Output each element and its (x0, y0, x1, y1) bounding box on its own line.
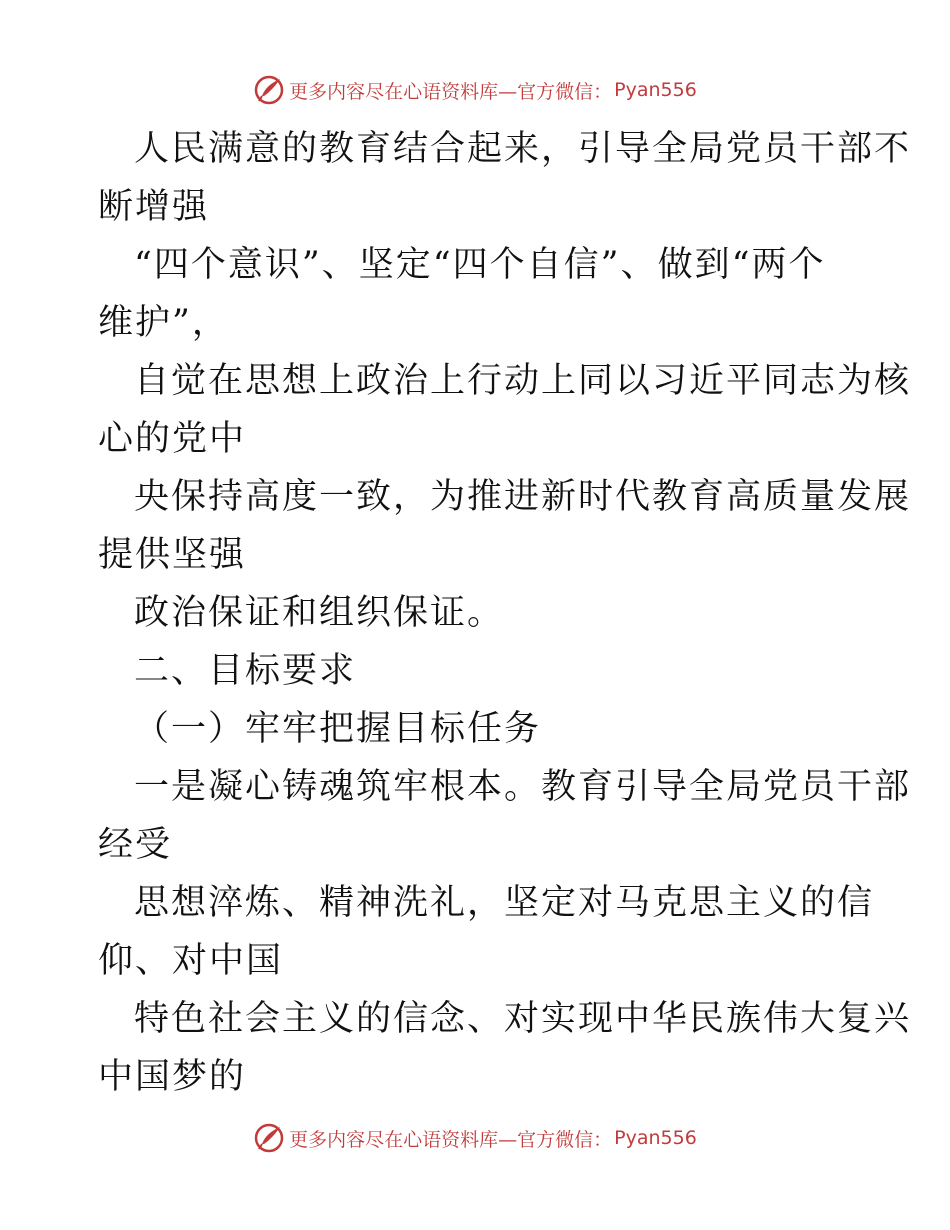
text-line: 一是凝心铸魂筑牢根本。教育引导全局党员干部 (134, 767, 912, 807)
text-line: 中国梦的 (98, 1057, 247, 1097)
text-line: 仰、对中国 (98, 941, 284, 981)
subsection-heading: （一）牢牢把握目标任务 (134, 709, 542, 749)
watermark-id: Pyan556 (614, 79, 697, 101)
text-line: 断增强 (98, 187, 210, 227)
text-line: 思想淬炼、精神洗礼，坚定对马克思主义的信 (134, 883, 875, 923)
text-line: 特色社会主义的信念、对实现中华民族伟大复兴 (134, 999, 912, 1039)
section-heading: 二、目标要求 (134, 651, 357, 691)
text-line: 人民满意的教育结合起来，引导全局党员干部不 (134, 129, 912, 169)
text-line: “四个意识”、坚定“四个自信”、做到“两个 (134, 245, 826, 285)
text-line: 自觉在思想上政治上行动上同以习近平同志为核 (134, 361, 912, 401)
quill-logo-icon (253, 1122, 285, 1154)
text-line: 经受 (98, 825, 173, 865)
text-line: 维护”， (98, 303, 229, 343)
text-line: 提供坚强 (98, 535, 247, 575)
footer-watermark (0, 1118, 950, 1158)
header-watermark (0, 70, 950, 110)
watermark-id: Pyan556 (614, 1127, 697, 1149)
watermark-text: 更多内容尽在心语资料库—官方微信： (289, 1128, 613, 1151)
text-line: 政治保证和组织保证。 (134, 593, 505, 633)
document-body (98, 120, 912, 1106)
text-line: 央保持高度一致，为推进新时代教育高质量发展 (134, 477, 912, 517)
text-line: 心的党中 (98, 419, 247, 459)
quill-logo-icon (253, 74, 285, 106)
watermark-text: 更多内容尽在心语资料库—官方微信： (289, 80, 613, 103)
